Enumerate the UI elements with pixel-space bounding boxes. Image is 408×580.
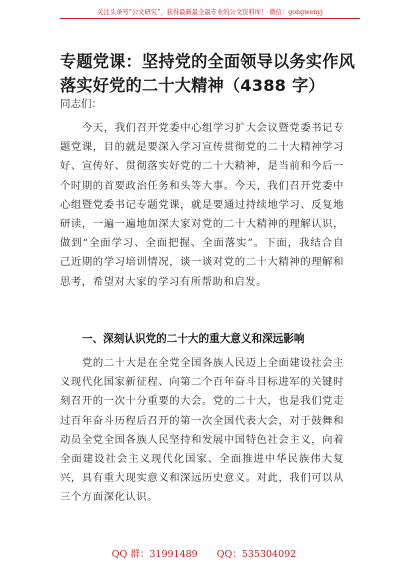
header-banner: 关注头条号“公文研究”，获得最新最全最专业的公文资料库！ 微信：gongwenyj [60,8,360,19]
salutation: 同志们： [60,98,102,110]
footer-contact [0,548,408,561]
body-paragraph-1: 今天，我们召开党委中心组学习扩大会议暨党委书记专题党课，目的就是要深入学习宣传贯彻党的二十大精神学习好、宣传好、贯彻落实好党的二十大精神，是当前和今后一个时期的首要政治任务和头等大事。今天，我们召开党委中心组暨党委书记专题党课，就是要通过持续地学习、反复地研读，一遍一遍地加深大家对党的二十大精神的理解认识，做到“全面学习、全面把握、全面落实”。下面，我结合自己近期的学习培训情况，谈一谈对党的二十大精神的理解和思考，希望对大家的学习有所帮助和启发。 [60,122,344,288]
section-heading-1: 一、深刻认识党的二十大的重大意义和深远影响 [82,333,305,345]
footer-qq-group: QQ 群：31991489 [111,549,198,560]
document-title: 专题党课：坚持党的全面领导以务实作风落实好党的二十大精神（4388 字） [60,52,355,95]
body-paragraph-2: 党的二十大是在全党全国各族人民迈上全面建设社会主义现代化国家新征程、向第二个百年奋斗目标进军的关键时刻召开的一次十分重要的大会。党的二十大，也是我们党走过百年奋斗历程后召开的第一次全国代表大会，对于鼓舞和动员全党全国各族人民坚持和发展中国特色社会主义，向着全面建设社会主义现代化国家、全面推进中华民族伟大复兴，具有重大现实意义和深远历史意义。对此，我们可以从三个方面深化认识。 [60,357,344,504]
footer-qq-number: QQ：535304092 [216,549,297,560]
